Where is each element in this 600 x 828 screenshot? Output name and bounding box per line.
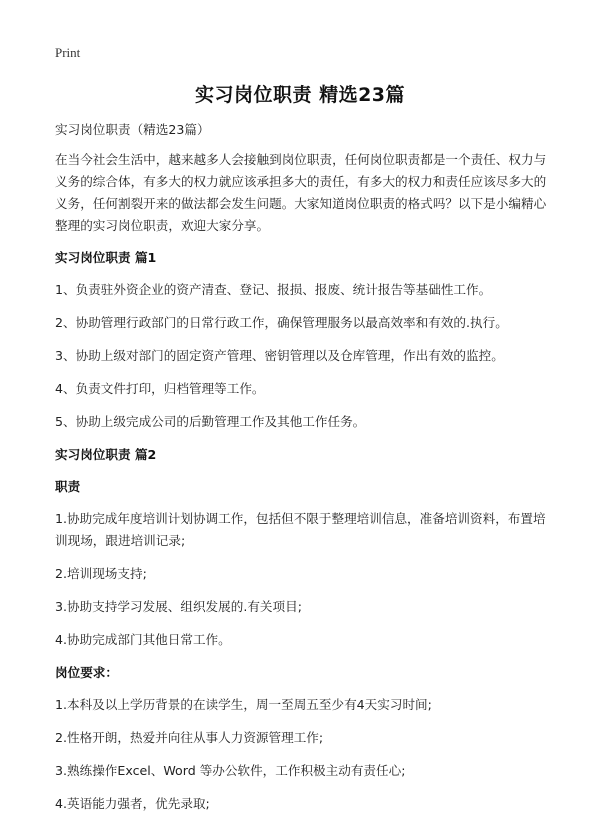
print-label: Print — [55, 45, 81, 60]
requirements-heading: 岗位要求： — [55, 665, 118, 680]
section-1-item: 3、协助上级对部门的固定资产管理、密钥管理以及仓库管理，作出有效的监控。 — [55, 348, 504, 363]
requirement-item: 1.本科及以上学历背景的在读学生，周一至周五至少有4天实习时间; — [55, 697, 432, 712]
section-1-item: 4、负责文件打印，归档管理等工作。 — [55, 381, 265, 396]
section-1-item: 5、协助上级完成公司的后勤管理工作及其他工作任务。 — [55, 414, 366, 429]
requirement-item: 3.熟练操作Excel、Word 等办公软件，工作积极主动有责任心; — [55, 763, 406, 778]
requirement-item: 2.性格开朗，热爱并向往从事人力资源管理工作; — [55, 730, 324, 745]
duties-heading: 职责 — [55, 479, 81, 494]
duty-item: 2.培训现场支持; — [55, 566, 147, 581]
duty-item: 3.协助支持学习发展、组织发展的.有关项目; — [55, 599, 302, 614]
section-1-item: 1、负责驻外资企业的资产清查、登记、报损、报废、统计报告等基础性工作。 — [55, 282, 492, 297]
intro-paragraph: 在当今社会生活中，越来越多人会接触到岗位职责，任何岗位职责都是一个责任、权力与义务的综合体，有多大的权力就应该承担多大的责任，有多大的权力和责任应该尽多大的义务，任何割裂开来的做法都会发生问题。大家知道岗位职责的格式吗？以下是小编精心整理的实习岗位职责，欢迎大家分享。 — [55, 152, 547, 233]
section-1-heading: 实习岗位职责 篇1 — [55, 250, 157, 265]
duty-item: 1.协助完成年度培训计划协调工作，包括但不限于整理培训信息，准备培训资料，布置培训现场，跟进培训记录; — [55, 511, 546, 548]
section-1-item: 2、协助管理行政部门的日常行政工作，确保管理服务以最高效率和有效的.执行。 — [55, 315, 508, 330]
duty-item: 4.协助完成部门其他日常工作。 — [55, 632, 231, 647]
document-body — [55, 119, 555, 826]
section-2-heading: 实习岗位职责 篇2 — [55, 447, 157, 462]
document-subtitle: 实习岗位职责（精选23篇） — [55, 122, 210, 137]
requirement-item: 4.英语能力强者，优先录取; — [55, 796, 210, 811]
page-title: 实习岗位职责 精选23篇 — [194, 84, 406, 106]
